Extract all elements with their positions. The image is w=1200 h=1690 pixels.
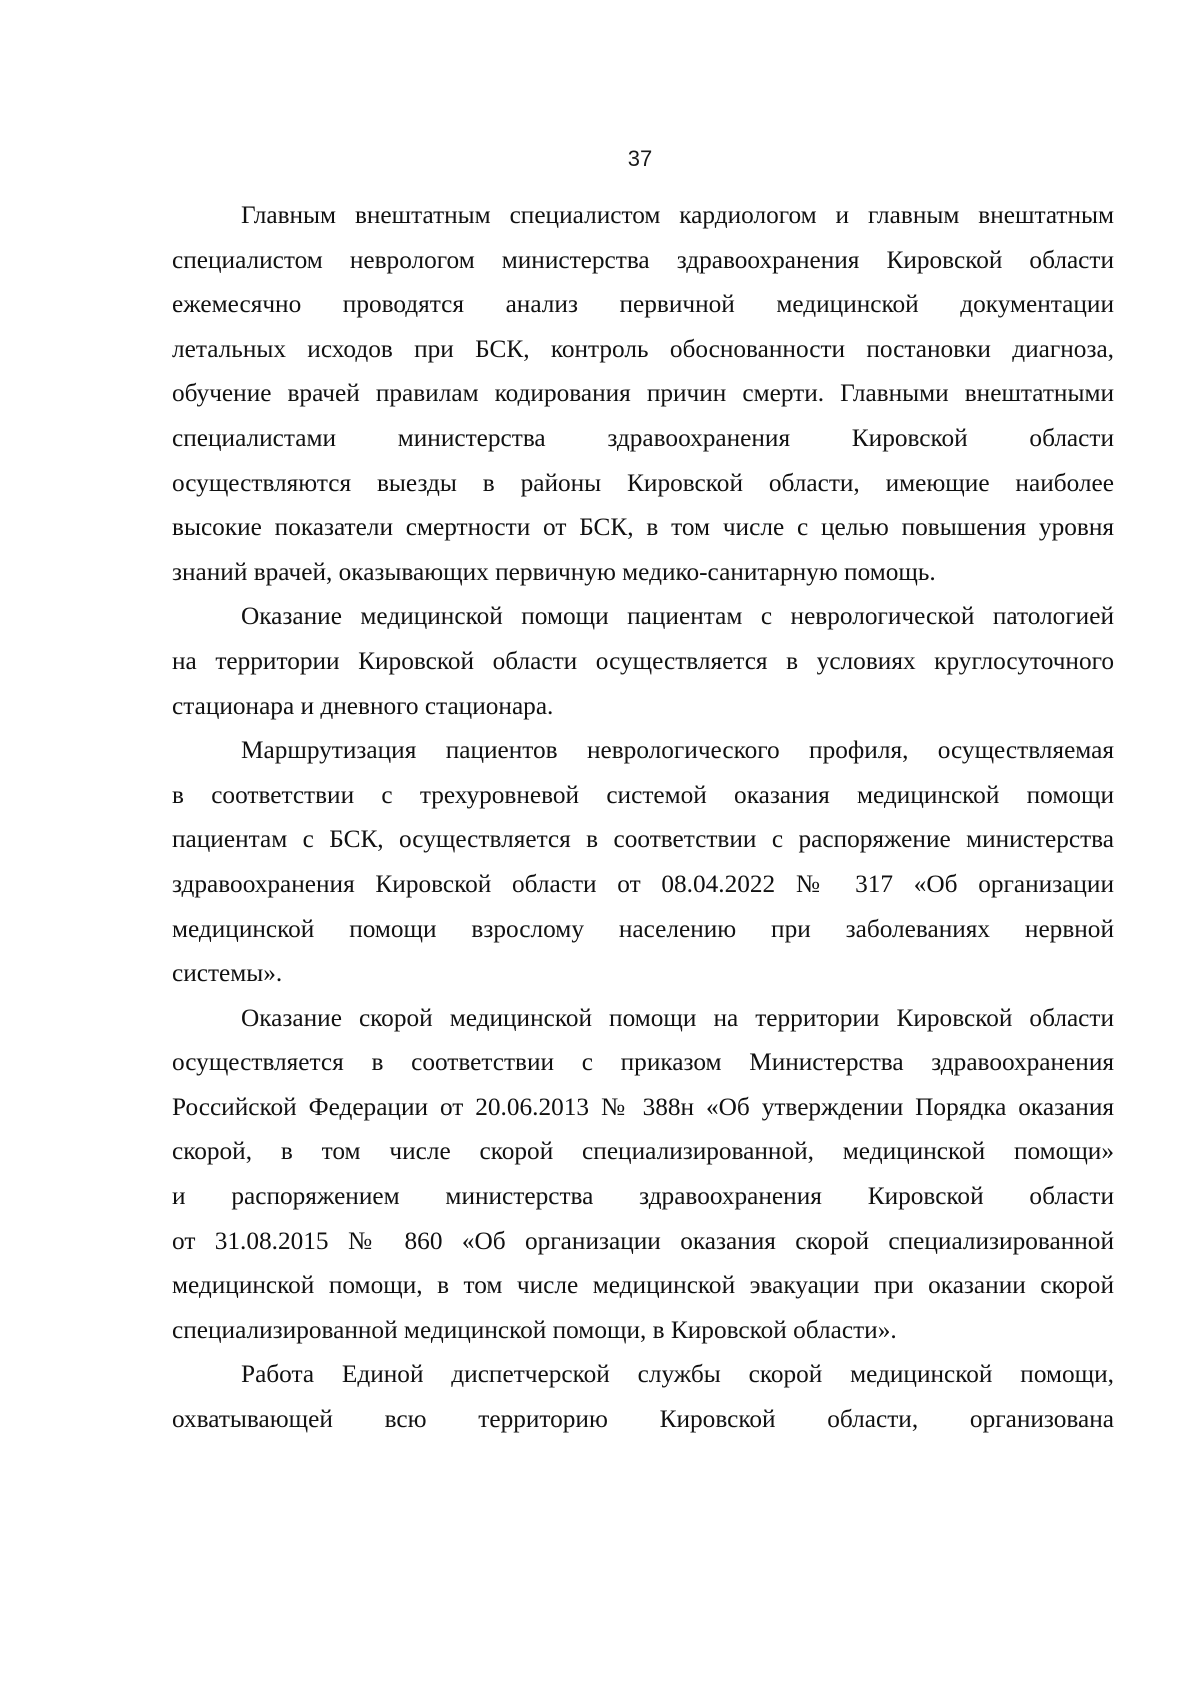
paragraph-4 xyxy=(172,996,1114,1353)
text-line: обучение врачей правилам кодирования причин смерти. Главными внештатными xyxy=(172,379,1114,408)
text-line: специалистами министерства здравоохранения Кировской области xyxy=(172,423,1114,452)
text-line: высокие показатели смертности от БСК, в том числе с целью повышения уровня xyxy=(172,513,1114,542)
text-line: здравоохранения Кировской области от 08.04.2022 № 317 «Об организации xyxy=(172,869,1114,898)
text-line: медицинской помощи, в том числе медицинской эвакуации при оказании скорой xyxy=(172,1271,1114,1300)
paragraph-2 xyxy=(172,594,1114,728)
body-text xyxy=(172,193,1114,1442)
text-line: Российской Федерации от 20.06.2013 № 388н «Об утверждении Порядка оказания xyxy=(172,1092,1114,1121)
text-line: ежемесячно проводятся анализ первичной медицинской документации xyxy=(172,290,1114,319)
text-line: системы». xyxy=(172,959,283,988)
text-line: и распоряжением министерства здравоохранения Кировской области xyxy=(172,1182,1114,1211)
paragraph-1 xyxy=(172,193,1114,594)
paragraph-5 xyxy=(172,1352,1114,1441)
text-line: охватывающей всю территорию Кировской области, организована xyxy=(172,1405,1114,1434)
text-line: осуществляется в соответствии с приказом Министерства здравоохранения xyxy=(172,1048,1114,1077)
text-line: Оказание медицинской помощи пациентам с неврологической патологией xyxy=(241,602,1114,631)
text-line: специалистом неврологом министерства здравоохранения Кировской области xyxy=(172,245,1114,274)
text-line: осуществляются выезды в районы Кировской области, имеющие наиболее xyxy=(172,468,1114,497)
text-line: летальных исходов при БСК, контроль обоснованности постановки диагноза, xyxy=(172,334,1114,363)
text-line: Маршрутизация пациентов неврологического профиля, осуществляемая xyxy=(241,736,1114,765)
text-line: от 31.08.2015 № 860 «Об организации оказания скорой специализированной xyxy=(172,1226,1114,1255)
text-line: медицинской помощи взрослому населению при заболеваниях нервной xyxy=(172,914,1114,943)
paragraph-3 xyxy=(172,728,1114,996)
page-number: 37 xyxy=(627,146,653,171)
text-line: Главным внештатным специалистом кардиологом и главным внештатным xyxy=(241,201,1114,229)
text-line: знаний врачей, оказывающих первичную медико-санитарную помощь. xyxy=(172,557,936,586)
text-line: стационара и дневного стационара. xyxy=(172,691,554,720)
text-line: пациентам с БСК, осуществляется в соответствии с распоряжение министерства xyxy=(172,825,1114,854)
text-line: Работа Единой диспетчерской службы скорой медицинской помощи, xyxy=(241,1360,1114,1389)
text-line: скорой, в том числе скорой специализированной, медицинской помощи» xyxy=(172,1137,1114,1166)
text-line: Оказание скорой медицинской помощи на территории Кировской области xyxy=(241,1003,1114,1032)
text-line: на территории Кировской области осуществляется в условиях круглосуточного xyxy=(172,646,1114,675)
text-line: в соответствии с трехуровневой системой оказания медицинской помощи xyxy=(172,780,1114,809)
text-line: специализированной медицинской помощи, в Кировской области». xyxy=(172,1315,897,1344)
